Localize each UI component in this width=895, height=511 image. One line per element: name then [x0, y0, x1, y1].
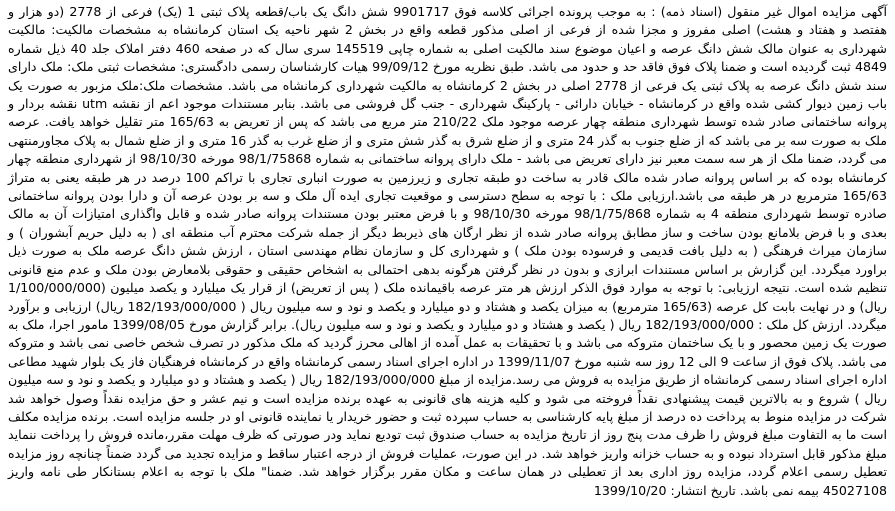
notice-text: آگهی مزایده اموال غیر منقول (اسناد ذمه) : به موجب پرونده اجرائی کلاسه فوق 9901717 شش دانگ یک باب/قطعه پلاک ثبتی 1 (یک) فرعی از 2778 (دو هزار و هفتصد و هفتاد و هشت) اصلی مفروز و مجزا شده از فرعی از اصلی مذکور قطعه واقع در بخش 2 شهر ناحیه یک استان کرمانشاه به مشخصات مالکیت: مالکیت شهرداری به عنوان مالک شش دانگ عرصه و اعیان موضوع سند مالکیت اصلی به شماره چاپی 145519 سری سال که در صفحه 460 دفتر املاک جلد 40 ذیل شماره 4849 ثبت گردیده است و ضمنا پلاک فوق فاقد حد و حدود می باشد. طبق نظریه مورخ 99/09/12 هیات کارشناسان رسمی دادگستری: مشخصات ثبتی ملک: ملک دارای سند شش دانگ عرصه به پلاک ثبتی یک فرعی از 2778 اصلی در بخش 2 کرمانشاه به مالکیت شهرداری کرمانشاه می باشد. مشخصات ملک:ملک مزبور به صورت یک باب زمین دیوار کشی شده واقع در کرمانشاه - خیابان دارائی - پارکینگ شهرداری - جنب گل فروشی می باشد. بنابر مستندات موجود اعم از نقشه utm نقشه بردار و پروانه ساختمانی صادر شده توسط شهرداری منطقه چهار عرصه موجود ملک 210/22 متر مربع می باشد که پس از تعریض به 165/63 متر تقلیل خواهد یافت. عرصه ملک به صورت سه بر می باشد که از ضلع جنوب به گذر 24 متری و از ضلع شرق به گذر شش متری و از ضلع غرب به گذر 16 متری و از ضلع شمال به پلاک مجاورمنتهی می گردد، ضمنا ملک از هر سه سمت معبر نیز دارای تعریض می باشد - ملک دارای پروانه ساختمانی به شماره 98/1/75868 مورخه 98/10/30 از شهرداری منطقه چهار کرمانشاه بوده که بر اساس پروانه صادر شده مالک قادر به ساخت دو طبقه تجاری و زیرزمین به صورت انباری تجاری با تراکم 100 درصد در هر طبقه یعنی به متراژ 165/63 مترمربع در هر طبقه می باشد.ارزیابی ملک : با توجه به سطح دسترسی و موقعیت تجاری ایده آل ملک و سه بر بودن عرصه آن و دارا بودن پروانه ساختمانی صادره توسط شهرداری منطقه 4 به شماره 98/1/75/868 مورخه 98/10/30 و با فرض معتبر بودن مستندات پروانه صادر شده و قابل واگذاری امتیازات آن به مالک بعدی و با فرض بلامانع بودن ساخت و ساز مطابق پروانه صادر شده از نظر ارگان های ذیربط دیگر از جمله شرکت محترم آب منطقه ای ( به دلیل حریم آبشوران ) و سازمان میراث فرهنگی ( به دلیل بافت قدیمی و فرسوده بودن ملک ) و شهرداری کل و سازمان نظام مهندسی استان ، ارزش شش دانگ عرصه ملک به صورت ذیل براورد میگردد. این گزارش بر اساس مستندات ابرازی و بدون در نظر گرفتن هرگونه بدهی احتمالی به اشخاص حقیقی و حقوقی بلامعارض بودن ملک و عدم منع قانونی تنظیم شده است. نتیجه ارزیابی: با توجه به موارد فوق الذکر ارزش هر متر عرصه باقیمانده ملک ( پس از تعریض) از قرار یک میلیارد و یکصد میلیون (1/100/000/000 ریال) و در نهایت بابت کل عرصه (165/63 مترمربع) به میزان یکصد و هشتاد و دو میلیارد و یکصد و نود و سه میلیون ریال ( 182/193/000/000 ریال) ارزیابی و برآورد میگردد. ارزش کل ملک : 182/193/000/000 ریال ( یکصد و هشتاد و دو میلیارد و یکصد و نود و سه میلیون ریال). برابر گزارش مورخ 1399/08/05 مامور اجرا، ملک به صورت یک زمین محصور و با یک ساختمان متروکه می باشد و با تحقیقات به عمل آمده از اهالی محرز گردید که ملک مذکور در تصرف شخص خاصی نمی باشد و متروکه می باشد. پلاک فوق از ساعت 9 الی 12 روز سه شنبه مورخ 1399/11/07 در اداره اجرای اسناد رسمی کرمانشاه واقع در کرمانشاه فرهنگیان فاز یک بلوار شهید مطاعی اداره اجرای اسناد رسمی کرمانشاه از طریق مزایده به فروش می رسد.مزایده از مبلغ 182/193/000/000 ریال ( یکصد و هشتاد و دو میلیارد و یکصد و نود و سه میلیون ریال ) شروع و به بالاترین قیمت پیشنهادی نقداً فروخته می شود و کلیه هزینه های قانونی به عهده برنده مزایده است و نیم عشر و حق مزایده نقداً وصول خواهد شد شرکت در مزایده منوط به پرداخت ده درصد از مبلغ پایه کارشناسی به حساب سپرده ثبت و حضور خریدار یا نماینده قانونی او در جلسه مزایده است. برنده مزایده مکلف است ما به التفاوت مبلغ فروش را ظرف مدت پنج روز از تاریخ مزایده به حساب صندوق ثبت تودیع نماید ودر صورتی که ظرف مهلت مقرر،مانده فروش را پرداخت ننماید مبلغ مذکور قابل استرداد نبوده و به حساب خزانه واریز خواهد شد. در این صورت، عملیات فروش از درجه اعتبار ساقط و مزایده تجدید می گردد ضمناً چنانچه روز مزایده تعطیل رسمی اعلام گردد، مزایده روز اداری بعد از تعطیلی در همان ساعت و مکان مقرر برگزار خواهد شد. ضمنا" ملک با توجه به اعلام بستانکار طی نامه واریز 45027108 بیمه نمی باشد. تاریخ انتشار: 1399/10/20	[8, 4, 888, 498]
